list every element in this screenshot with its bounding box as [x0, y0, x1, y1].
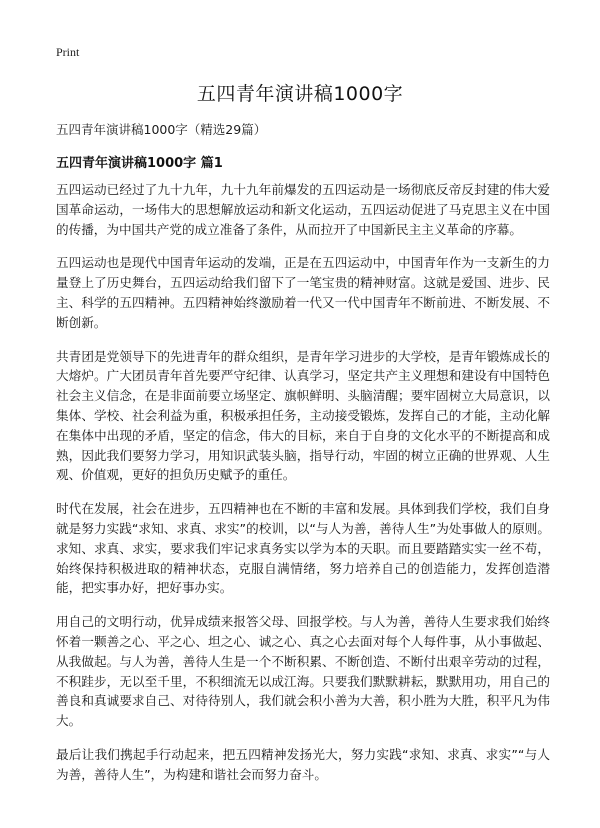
- paragraph: 最后让我们携起手行动起来，把五四精神发扬光大，努力实践“求知、求真、求实”“与人为善，善待人生”，为构建和谐社会而努力奋斗。: [56, 746, 550, 782]
- article-body: [56, 180, 550, 799]
- print-link[interactable]: Print: [56, 45, 80, 59]
- paragraph: 共青团是党领导下的先进青年的群众组织，是青年学习进步的大学校，是青年锻炼成长的大熔炉。广大团员青年首先要严守纪律、认真学习，坚定共产主义理想和建设有中国特色社会主义信念，在是非面前要立场坚定、旗帜鲜明、头脑清醒；要牢固树立大局意识，以集体、学校、社会利益为重，积极承担任务，主动接受锻炼，发挥自己的才能，主动化解在集体中出现的矛盾，坚定的信念，伟大的目标，来自于自身的文化水平的不断提高和成熟，因此我们要努力学习，用知识武装头脑，指导行动，牢固的树立正确的世界观、人生观、价值观，更好的担负历史赋予的重任。: [56, 348, 550, 483]
- section-heading: 五四青年演讲稿1000字 篇1: [56, 156, 223, 171]
- document-subtitle: 五四青年演讲稿1000字（精选29篇）: [56, 122, 267, 137]
- paragraph: 用自己的文明行动，优异成绩来报答父母、回报学校。与人为善，善待人生要求我们始终怀着一颗善之心、平之心、坦之心、诚之心、真之心去面对每个人每件事，从小事做起、从我做起。与人为善，善待人生是一个不断积累、不断创造、不断付出艰辛劳动的过程，不积跬步，无以至千里，不积细流无以成江海。只要我们默默耕耘，默默用功，用自己的善良和真诚要求自己、对待待别人，我们就会积小善为大善，积小胜为大胜，积平凡为伟大。: [56, 614, 550, 729]
- paragraph: 时代在发展，社会在进步，五四精神也在不断的丰富和发展。具体到我们学校，我们自身就是努力实践“求知、求真、求实”的校训，以“与人为善，善待人生”为处事做人的原则。求知、求真、求实，要求我们牢记求真务实以学为本的天职。而且要踏踏实实一丝不苟，始终保持积极进取的精神状态，克服自满情绪，努力培养自己的创造能力，发挥创造潜能，把实事办好，把好事办实。: [56, 501, 550, 596]
- page-title: 五四青年演讲稿1000字: [196, 83, 404, 105]
- paragraph: 五四运动已经过了九十九年，九十九年前爆发的五四运动是一场彻底反帝反封建的伟大爱国革命运动，一场伟大的思想解放运动和新文化运动，五四运动促进了马克思主义在中国的传播，为中国共产党的成立准备了条件，从而拉开了中国新民主主义革命的序幕。: [56, 182, 550, 237]
- paragraph: 五四运动也是现代中国青年运动的发端，正是在五四运动中，中国青年作为一支新生的力量登上了历史舞台，五四运动给我们留下了一笔宝贵的精神财富。这就是爱国、进步、民主、科学的五四精神。五四精神始终激励着一代又一代中国青年不断前进、不断发展、不断创新。: [56, 255, 550, 330]
